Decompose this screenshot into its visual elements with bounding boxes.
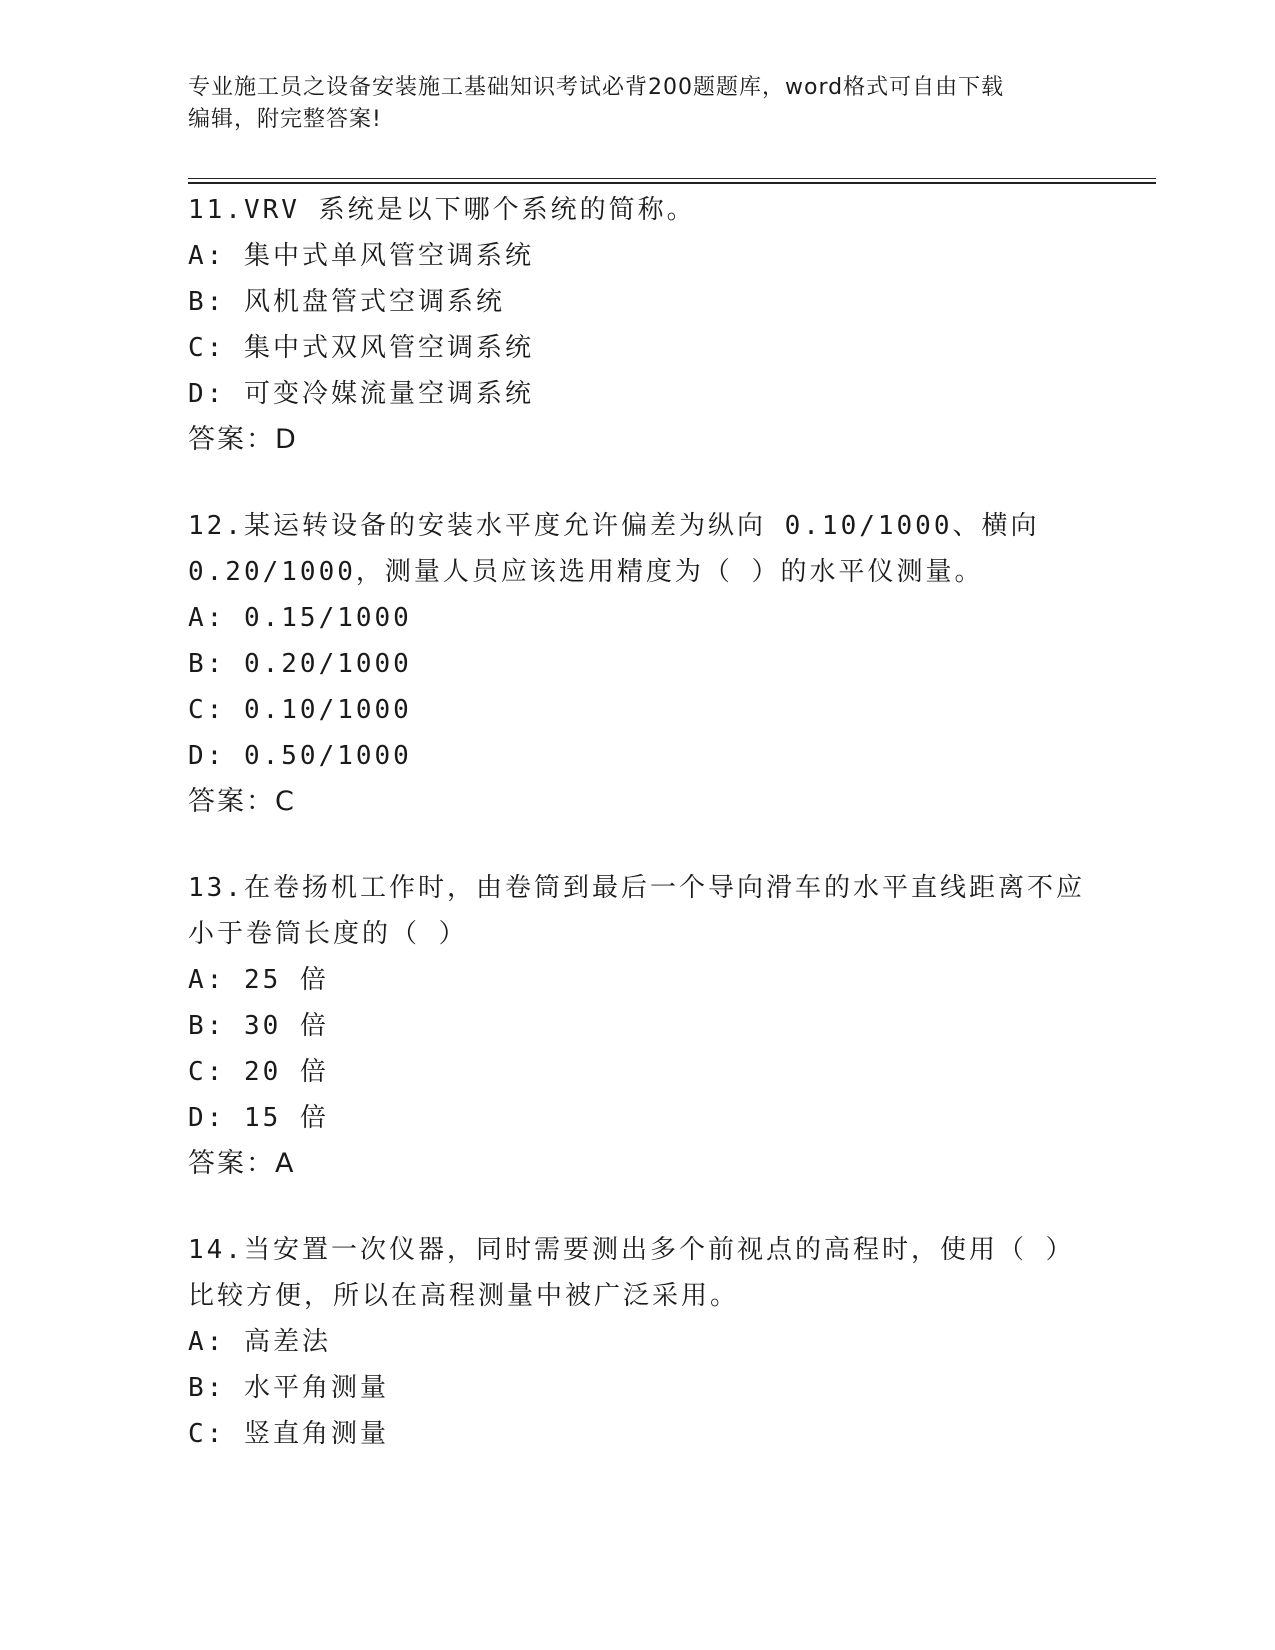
question-13	[188, 865, 1088, 1187]
option-a: A: 0.15/1000	[188, 603, 412, 633]
option-b: B: 水平角测量	[188, 1373, 389, 1403]
question-stem: 12.某运转设备的安装水平度允许偏差为纵向 0.10/1000、横向	[188, 511, 1040, 541]
question-stem-continued: 小于卷筒长度的（ ）	[188, 919, 468, 949]
document-header	[188, 72, 1088, 136]
header-divider-thick	[188, 182, 1156, 184]
header-divider-thin	[188, 178, 1156, 179]
header-line-1: 专业施工员之设备安装施工基础知识考试必背200题题库，word格式可自由下载	[188, 75, 1005, 100]
option-c: C: 竖直角测量	[188, 1419, 389, 1449]
question-stem: 13.在卷扬机工作时，由卷筒到最后一个导向滑车的水平直线距离不应	[188, 873, 1085, 903]
option-d: D: 可变冷媒流量空调系统	[188, 379, 534, 409]
option-a: A: 25 倍	[188, 965, 329, 995]
answer-line: 答案：A	[188, 1148, 296, 1179]
option-d: D: 0.50/1000	[188, 741, 412, 771]
option-a: A: 集中式单风管空调系统	[188, 241, 534, 271]
question-stem: 14.当安置一次仪器，同时需要测出多个前视点的高程时，使用（ ）	[188, 1235, 1075, 1265]
option-b: B: 风机盘管式空调系统	[188, 287, 505, 317]
option-a: A: 高差法	[188, 1327, 331, 1357]
option-c: C: 集中式双风管空调系统	[188, 333, 534, 363]
option-d: D: 15 倍	[188, 1103, 329, 1133]
option-b: B: 30 倍	[188, 1011, 329, 1041]
question-list	[188, 187, 1088, 1497]
question-stem-continued: 0.20/1000，测量人员应该选用精度为（ ）的水平仪测量。	[188, 557, 984, 587]
answer-line: 答案：C	[188, 786, 296, 817]
option-c: C: 20 倍	[188, 1057, 329, 1087]
question-11	[188, 187, 1088, 463]
question-stem-continued: 比较方便，所以在高程测量中被广泛采用。	[188, 1281, 740, 1311]
header-line-2: 编辑，附完整答案!	[188, 107, 382, 132]
option-b: B: 0.20/1000	[188, 649, 412, 679]
answer-line: 答案：D	[188, 424, 298, 455]
question-12	[188, 503, 1088, 825]
question-14	[188, 1227, 1088, 1457]
question-stem: 11.VRV 系统是以下哪个系统的简称。	[188, 195, 696, 225]
option-c: C: 0.10/1000	[188, 695, 412, 725]
